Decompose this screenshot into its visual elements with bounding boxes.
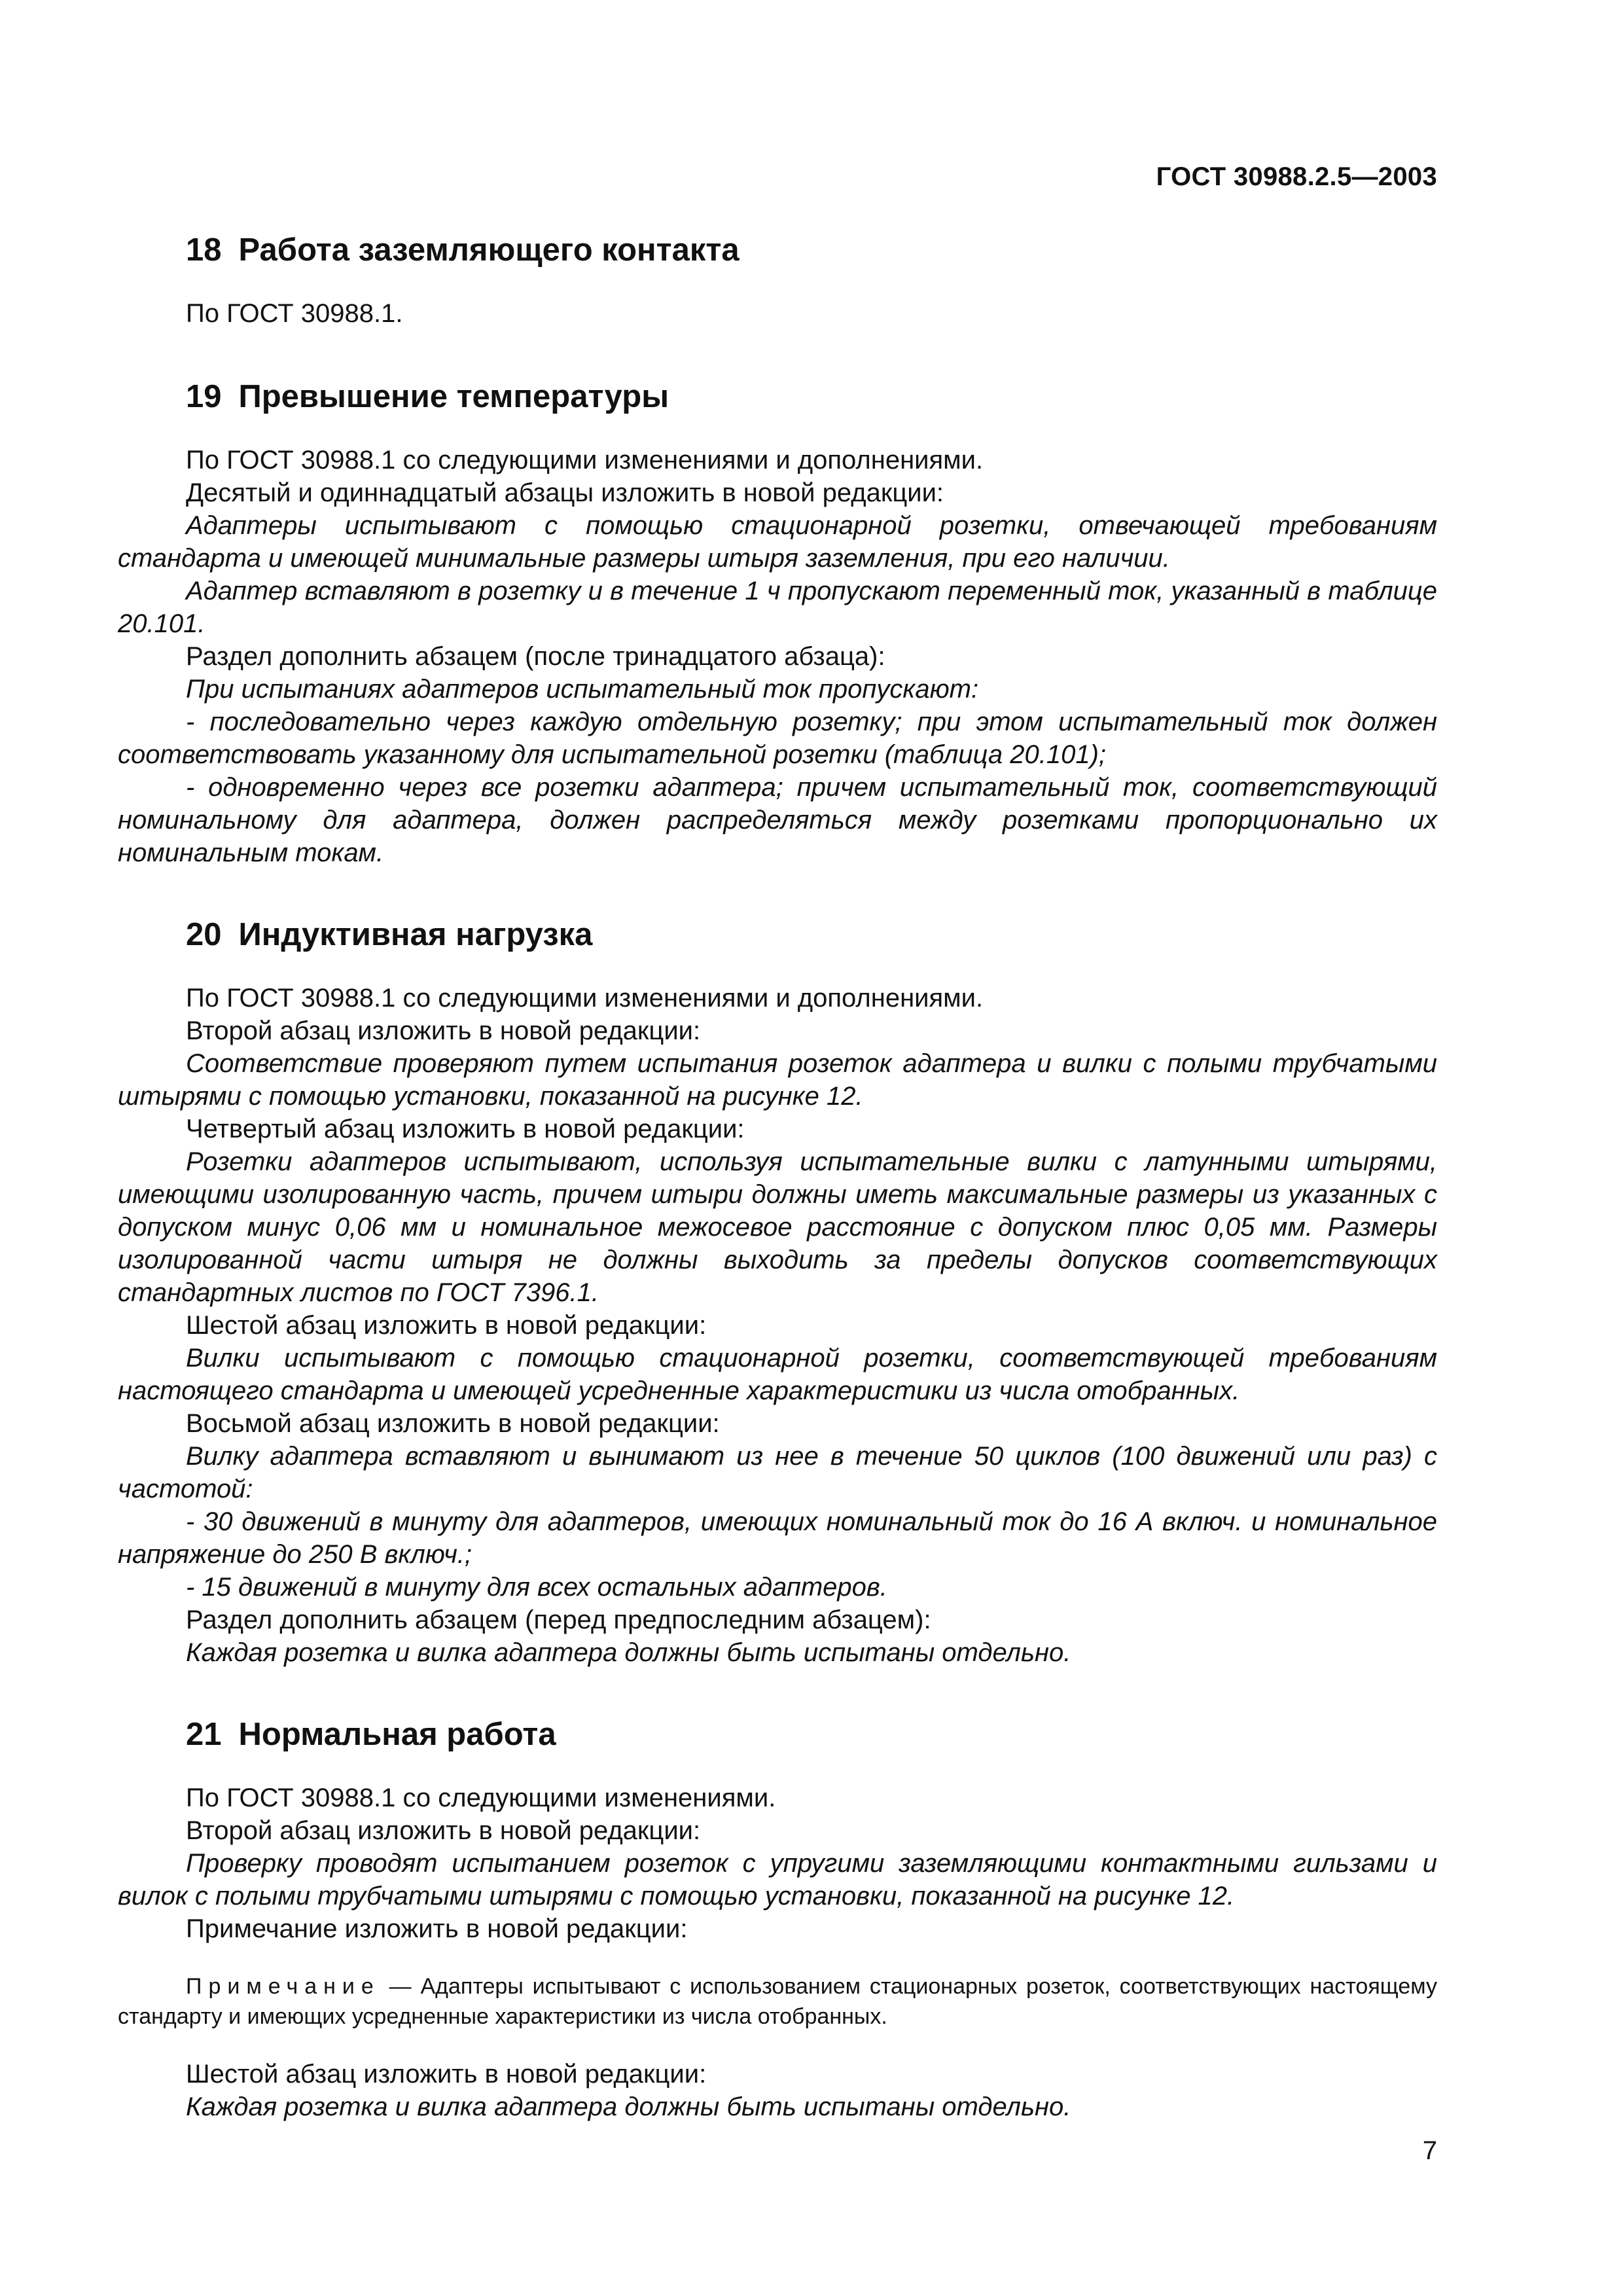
section-18-heading	[118, 230, 1437, 270]
paragraph-italic: Каждая розетка и вилка адаптера должны быть испытаны отдельно.	[186, 1638, 1071, 1667]
paragraph-italic: Проверку проводят испытанием розеток с упругими заземляющими контактными гильзами и вилок с полыми трубчатыми штырями с помощью установки, показанной на рисунке 12.	[118, 1849, 1437, 1910]
paragraph-italic: При испытаниях адаптеров испытательный ток пропускают:	[186, 675, 979, 704]
section-21-body	[118, 1782, 1437, 2123]
list-item: - 15 движений в минуту для всех остальных адаптеров.	[186, 1573, 887, 1602]
list-item: - последовательно через каждую отдельную розетку; при этом испытательный ток должен соответствовать указанному для испытательной розетки (таблица 20.101);	[118, 708, 1437, 769]
list-item: - одновременно через все розетки адаптера; причем испытательный ток, соответствующий номинальному для адаптера, должен распределяться между розетками пропорционально их номинальным токам.	[118, 773, 1437, 867]
section-number: 21	[186, 1717, 222, 1752]
paragraph: Второй абзац изложить в новой редакции:	[186, 1816, 701, 1845]
note	[118, 1971, 1437, 2032]
paragraph: Раздел дополнить абзацем (после тринадцатого абзаца):	[186, 642, 885, 671]
paragraph: Восьмой абзац изложить в новой редакции:	[186, 1409, 720, 1438]
paragraph: Раздел дополнить абзацем (перед предпоследним абзацем):	[186, 1605, 931, 1634]
section-18-body	[118, 297, 1437, 330]
section-19-heading	[118, 377, 1437, 416]
paragraph: По ГОСТ 30988.1 со следующими изменениями и дополнениями.	[186, 984, 984, 1013]
section-19-body	[118, 444, 1437, 869]
section-number: 18	[186, 232, 222, 268]
paragraph-italic: Вилки испытывают с помощью стационарной розетки, соответствующей требованиям настоящего стандарта и имеющей усредненные характеристики из числа отобранных.	[118, 1344, 1437, 1405]
paragraph: Шестой абзац изложить в новой редакции:	[186, 1311, 707, 1340]
section-number: 19	[186, 379, 222, 414]
paragraph-italic: Каждая розетка и вилка адаптера должны быть испытаны отдельно.	[186, 2092, 1071, 2121]
document-header: ГОСТ 30988.2.5—2003	[1156, 162, 1437, 191]
page-number: 7	[1422, 2136, 1437, 2165]
paragraph: Десятый и одиннадцатый абзацы изложить в новой редакции:	[186, 478, 944, 507]
paragraph: По ГОСТ 30988.1 со следующими изменениями и дополнениями.	[186, 446, 984, 475]
paragraph-italic: Розетки адаптеров испытывают, используя испытательные вилки с латунными штырями, имеющими изолированную часть, причем штыри должны иметь максимальные размеры из указанных с допуском минус 0,06 мм и номинальное межосевое расстояние с допуском плюс 0,05 мм. Размеры изолированной части штыря не должны выходить за пределы допусков соответствующих стандартных листов по ГОСТ 7396.1.	[118, 1147, 1437, 1307]
section-number: 20	[186, 917, 222, 952]
document-body	[118, 230, 1437, 2123]
section-20-body	[118, 982, 1437, 1669]
section-title: Работа заземляющего контакта	[238, 232, 740, 268]
paragraph: По ГОСТ 30988.1.	[186, 299, 403, 328]
note-text: — Адаптеры испытывают с использованием стационарных розеток, соответствующих настоящему стандарту и имеющих усредненные характеристики из числа отобранных.	[118, 1974, 1437, 2029]
paragraph-italic: Адаптер вставляют в розетку и в течение 1 ч пропускают переменный ток, указанный в таблице 20.101.	[118, 577, 1437, 638]
note-label: Примечание	[186, 1974, 380, 1999]
section-title: Нормальная работа	[238, 1717, 556, 1752]
paragraph: Четвертый абзац изложить в новой редакции:	[186, 1115, 745, 1143]
section-title: Превышение температуры	[238, 379, 669, 414]
section-21-heading	[118, 1715, 1437, 1754]
paragraph: По ГОСТ 30988.1 со следующими изменениями.	[186, 1784, 776, 1812]
section-title: Индуктивная нагрузка	[238, 917, 593, 952]
list-item: - 30 движений в минуту для адаптеров, имеющих номинальный ток до 16 А включ. и номинальное напряжение до 250 В включ.;	[118, 1507, 1437, 1569]
section-20-heading	[118, 915, 1437, 954]
paragraph: Второй абзац изложить в новой редакции:	[186, 1016, 701, 1045]
paragraph-italic: Вилку адаптера вставляют и вынимают из нее в течение 50 циклов (100 движений или раз) с частотой:	[118, 1442, 1437, 1503]
paragraph: Примечание изложить в новой редакции:	[186, 1914, 688, 1943]
paragraph-italic: Соответствие проверяют путем испытания розеток адаптера и вилки с полыми трубчатыми штырями с помощью установки, показанной на рисунке 12.	[118, 1049, 1437, 1111]
paragraph: Шестой абзац изложить в новой редакции:	[186, 2060, 707, 2089]
paragraph-italic: Адаптеры испытывают с помощью стационарной розетки, отвечающей требованиям стандарта и имеющей минимальные размеры штыря заземления, при его наличии.	[118, 511, 1437, 573]
